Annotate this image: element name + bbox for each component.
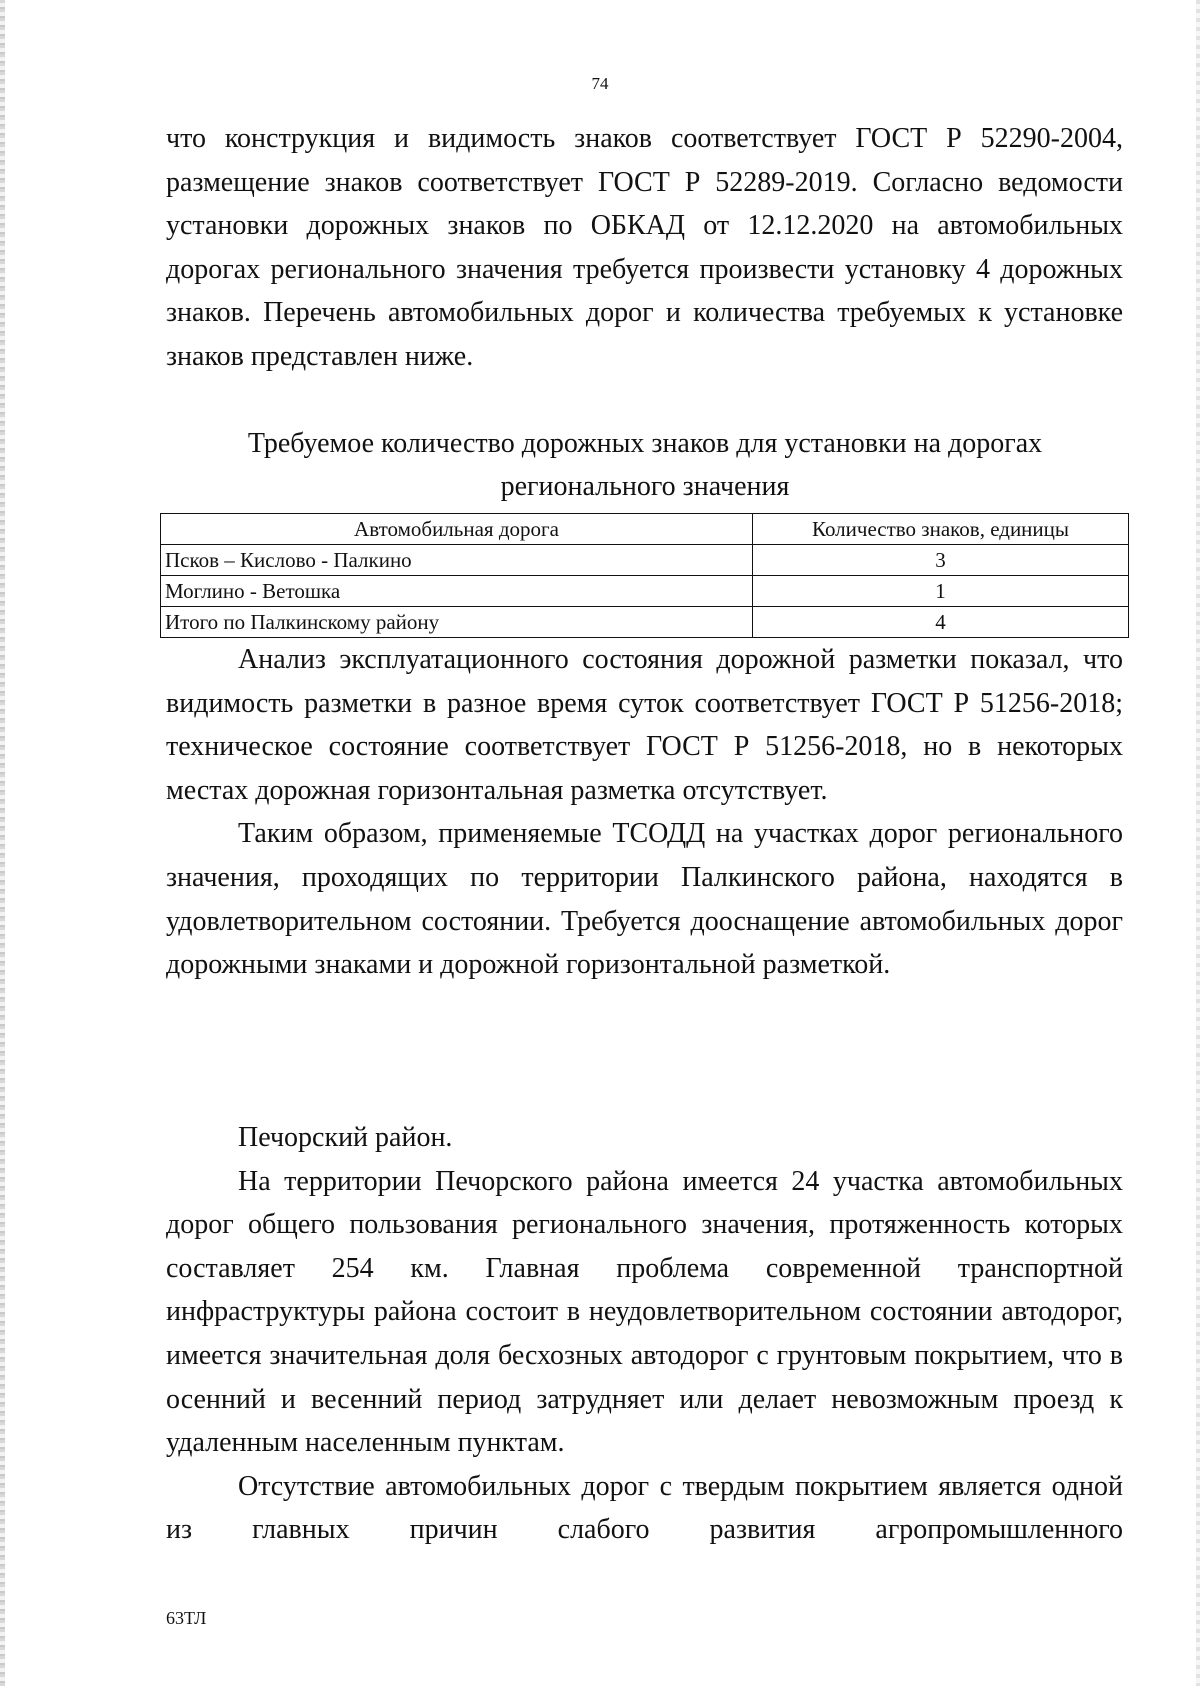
page-number: 74 xyxy=(591,74,609,93)
section-paragraph: На территории Печорского района имеется 24 участка автомобильных дорог общего пользования регионального значения, протяженность которых составляет 254 км. Главная проблема современной транспортной инфраструктуры района состоит в неудовлетворительном состоянии автодорог, имеется значительная доля бесхозных автодорог с грунтовым покрытием, что в осенний и весенний период затрудняет или делает невозможным проезд к удаленным населенным пунктам. xyxy=(166,1165,1123,1459)
table-caption-line-1: Требуемое количество дорожных знаков для установки на дорогах xyxy=(247,428,1043,459)
footer-code: 63ТЛ xyxy=(166,1608,207,1628)
table-row-total xyxy=(161,607,1129,638)
table-row xyxy=(161,576,1129,607)
scan-edge-left xyxy=(0,0,5,1686)
analysis-block xyxy=(166,638,1123,987)
cell-road: Итого по Палкинскому району xyxy=(161,607,753,638)
table-caption xyxy=(160,422,1130,508)
table-caption-line-2: регионального значения xyxy=(500,471,790,502)
cell-road: Моглино - Ветошка xyxy=(161,576,753,607)
intro-paragraph: что конструкция и видимость знаков соответствует ГОСТ Р 52290-2004, размещение знаков соответствует ГОСТ Р 52289-2019. Согласно ведомости установки дорожных знаков по ОБКАД от 12.12.2020 на автомобильных дорогах регионального значения требуется произвести установку 4 дорожных знаков. Перечень автомобильных дорог и количества требуемых к установке знаков представлен ниже. xyxy=(166,123,1123,372)
cell-count: 4 xyxy=(753,607,1129,638)
intro-block xyxy=(166,117,1123,379)
cell-road: Псков – Кислово - Палкино xyxy=(161,545,753,576)
table-header-row xyxy=(161,514,1129,545)
scan-edge-right xyxy=(1196,0,1200,1686)
header-count: Количество знаков, единицы xyxy=(753,514,1129,545)
header-road: Автомобильная дорога xyxy=(161,514,753,545)
pechory-section xyxy=(166,1116,1123,1552)
section-heading: Печорский район. xyxy=(238,1122,453,1153)
table-row xyxy=(161,545,1129,576)
section-paragraph: Отсутствие автомобильных дорог с твердым покрытием является одной из главных причин слабого развития агропромышленного xyxy=(166,1470,1123,1546)
road-signs-table xyxy=(160,513,1129,638)
analysis-paragraph: Анализ эксплуатационного состояния дорожной разметки показал, что видимость разметки в разное время суток соответствует ГОСТ Р 51256-2018; техническое состояние соответствует ГОСТ Р 51256-2018, но в некоторых местах дорожная горизонтальная разметка отсутствует. xyxy=(166,644,1123,806)
cell-count: 3 xyxy=(753,545,1129,576)
cell-count: 1 xyxy=(753,576,1129,607)
conclusion-paragraph: Таким образом, применяемые ТСОДД на участках дорог регионального значения, проходящих по территории Палкинского района, находятся в удовлетворительном состоянии. Требуется дооснащение автомобильных дорог дорожными знаками и дорожной горизонтальной разметкой. xyxy=(166,818,1123,981)
